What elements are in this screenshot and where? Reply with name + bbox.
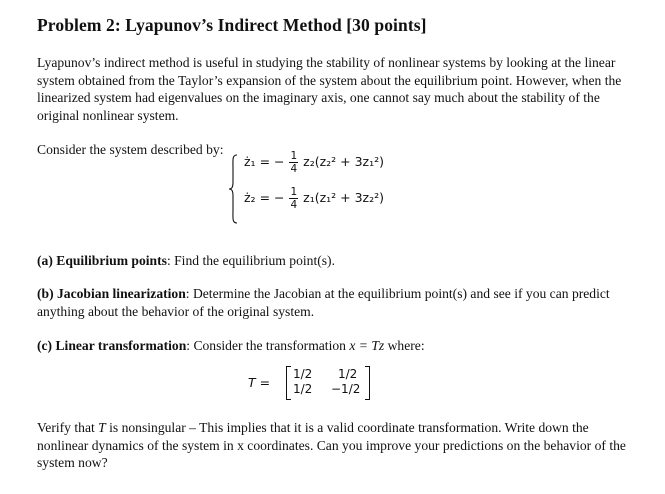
eq2-numerator: 1 bbox=[290, 186, 298, 198]
part-a-text: : Find the equilibrium point(s). bbox=[166, 253, 335, 268]
part-c-formula: x = Tz bbox=[349, 338, 385, 353]
eq2-operator: = − bbox=[259, 190, 285, 205]
eq1-denominator: 4 bbox=[290, 163, 298, 175]
part-c bbox=[37, 337, 425, 355]
intro-paragraph: Lyapunov’s indirect method is useful in studying the stability of nonlinear systems by looking at the linear system obtained from the Taylor’s expansion of the system about the equilibrium point. However, when the linearized system had eigenvalues on the imaginary axis, one cannot say much about the stability of the original nonlinear system. bbox=[37, 55, 622, 123]
eq1-rhs: z₂(z₂² + 3z₁²) bbox=[303, 154, 385, 169]
matrix-cell-12: 1/2 bbox=[338, 367, 358, 381]
matrix-label: T = bbox=[248, 375, 271, 390]
eq1-fraction bbox=[289, 150, 298, 175]
matrix-cell-11: 1/2 bbox=[293, 367, 313, 381]
matrix-cell-21: 1/2 bbox=[293, 382, 313, 396]
eq1-numerator: 1 bbox=[290, 150, 298, 162]
problem-title: Problem 2: Lyapunov’s Indirect Method [30 points] bbox=[37, 15, 427, 35]
part-a-label: (a) Equilibrium points bbox=[37, 253, 167, 268]
verify-post: is nonsingular – This implies that it is a valid coordinate transformation. Write down the nonlinear dynamics of the system in x coordinates. Can you improve your predictions on the behavior of the system now? bbox=[37, 420, 626, 471]
eq2-rhs: z₁(z₁² + 3z₂²) bbox=[303, 190, 385, 205]
eq1-operator: = − bbox=[259, 154, 285, 169]
verify-var: T bbox=[98, 420, 106, 435]
verify-pre: Verify that bbox=[37, 420, 99, 435]
eq1-lhs: ż₁ bbox=[244, 154, 256, 169]
consider-text: Consider the system described by: bbox=[37, 142, 224, 157]
equation-2 bbox=[244, 186, 384, 211]
matrix-right-bracket bbox=[365, 366, 370, 400]
problem-page bbox=[37, 14, 642, 157]
equation-system bbox=[228, 150, 428, 230]
part-a bbox=[37, 252, 335, 270]
part-b bbox=[37, 285, 642, 320]
matrix-body bbox=[286, 366, 370, 400]
part-b-text: : Determine the Jacobian at the equilibrium point(s) and see if you can predict anything about the behavior of the original system. bbox=[37, 286, 610, 319]
eq2-denominator: 4 bbox=[290, 199, 298, 211]
matrix-cell-22: −1/2 bbox=[331, 382, 361, 396]
equation-1 bbox=[244, 150, 384, 175]
matrix-left-bracket bbox=[286, 366, 291, 400]
verify-paragraph bbox=[37, 419, 642, 472]
part-c-text: : Consider the transformation bbox=[186, 338, 350, 353]
eq2-lhs: ż₂ bbox=[244, 190, 256, 205]
left-brace bbox=[228, 154, 238, 224]
eq2-fraction bbox=[289, 186, 298, 211]
part-c-text-end: where: bbox=[384, 338, 425, 353]
part-c-label: (c) Linear transformation bbox=[37, 338, 187, 353]
part-b-label: (b) Jacobian linearization bbox=[37, 286, 186, 301]
